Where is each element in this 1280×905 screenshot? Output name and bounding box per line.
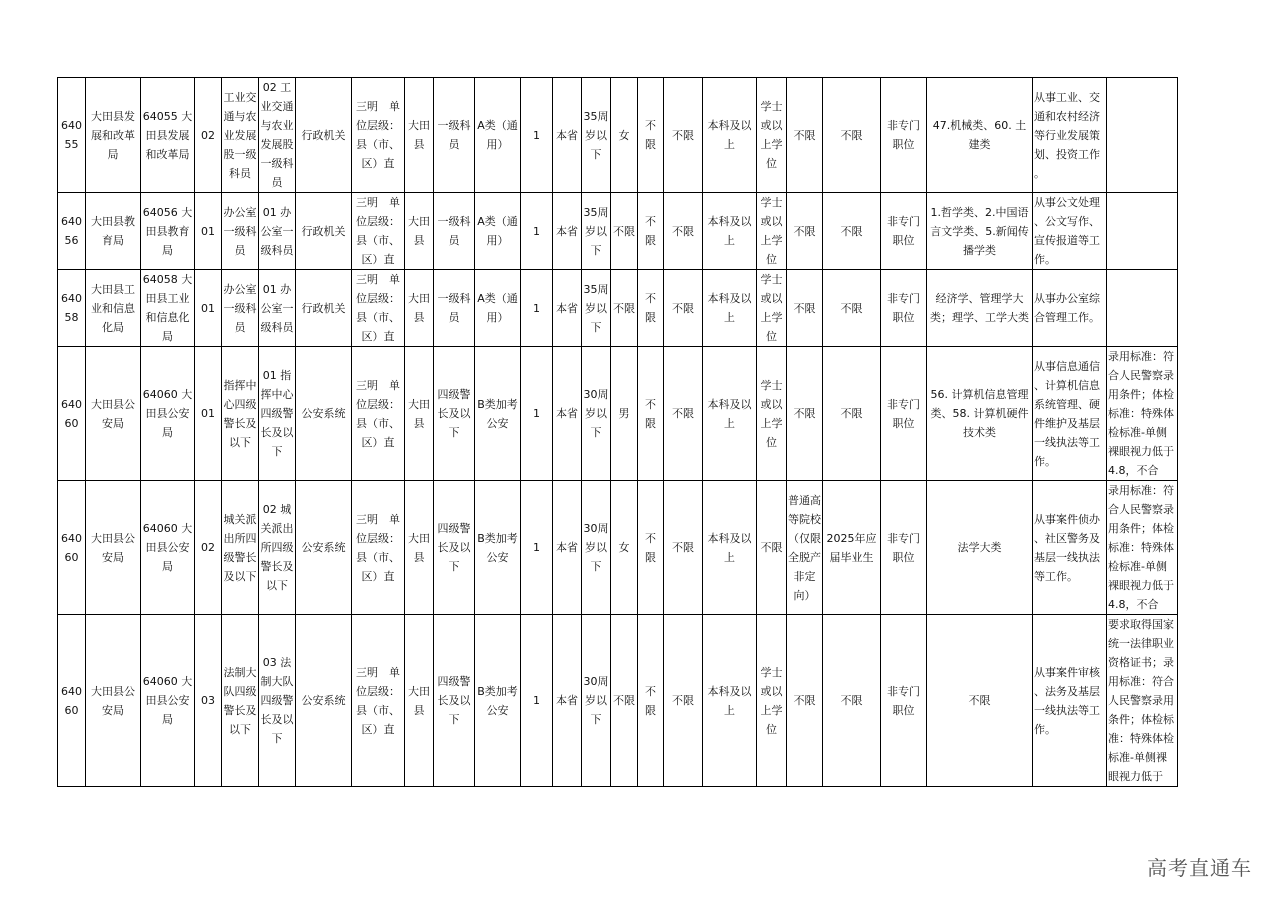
- cell-unit-level: 三明 单 位层级： 县（市、 区）直: [352, 270, 405, 347]
- cell-region: 大田 县: [405, 481, 434, 615]
- cell-department: 大田县公 安局: [86, 615, 141, 787]
- cell-region: 大田 县: [405, 615, 434, 787]
- cell-department: 大田县公 安局: [86, 347, 141, 481]
- cell-quota: 1: [521, 615, 553, 787]
- cell-work-experience: 不限: [664, 78, 703, 193]
- cell-exam-category: A类（通 用）: [475, 78, 521, 193]
- cell-degree: 学士 或以 上学 位: [757, 193, 787, 270]
- cell-duties: 从事办公室综 合管理工作。: [1033, 270, 1107, 347]
- cell-major: 1.哲学类、2.中国语 言文学类、5.新闻传 播学类: [927, 193, 1033, 270]
- cell-degree: 学士 或以 上学 位: [757, 78, 787, 193]
- cell-position-code-name: 01 办 公室一 级科员: [259, 270, 296, 347]
- cell-education: 本科及以 上: [703, 270, 757, 347]
- cell-gender: 不限: [611, 270, 638, 347]
- cell-school-type: 不限: [787, 193, 823, 270]
- cell-exam-category: A类（通 用）: [475, 270, 521, 347]
- cell-department: 大田县工 业和信息 化局: [86, 270, 141, 347]
- cell-rank: 四级警 长及以 下: [434, 481, 475, 615]
- cell-position-type: 非专门 职位: [881, 615, 927, 787]
- cell-graduate-type: 不限: [823, 270, 881, 347]
- cell-remarks: [1107, 78, 1178, 193]
- watermark: 高考直通车: [1147, 856, 1252, 880]
- cell-position-code: 640 55: [58, 78, 86, 193]
- table-row: [58, 347, 1178, 481]
- cell-position-code: 640 60: [58, 347, 86, 481]
- cell-unit-code: 64060 大 田县公安 局: [141, 347, 195, 481]
- cell-region: 大田 县: [405, 193, 434, 270]
- cell-position-seq: 02: [195, 481, 222, 615]
- table-row: [58, 78, 1178, 193]
- cell-duties: 从事信息通信 、计算机信息 系统管理、硬 件维护及基层 一线执法等工 作。: [1033, 347, 1107, 481]
- cell-unit-type: 行政机关: [296, 193, 352, 270]
- cell-unit-type: 行政机关: [296, 270, 352, 347]
- cell-rank: 一级科 员: [434, 193, 475, 270]
- cell-duties: 从事案件侦办 、社区警务及 基层一线执法 等工作。: [1033, 481, 1107, 615]
- cell-position-type: 非专门 职位: [881, 193, 927, 270]
- cell-graduate-type: 不限: [823, 347, 881, 481]
- cell-remarks: 要求取得国家 统一法律职业 资格证书；录 用标准：符合 人民警察录用 条件；体检标 准：特殊体检 标准-单侧裸 眼视力低于: [1107, 615, 1178, 787]
- cell-major: 47.机械类、60. 土 建类: [927, 78, 1033, 193]
- cell-gender: 不限: [611, 615, 638, 787]
- cell-graduate-type: 不限: [823, 193, 881, 270]
- cell-duties: 从事公文处理 、公文写作、 宣传报道等工 作。: [1033, 193, 1107, 270]
- cell-gender: 男: [611, 347, 638, 481]
- cell-position-name: 工业交 通与农 业发展 股一级 科员: [222, 78, 259, 193]
- cell-position-code: 640 60: [58, 615, 86, 787]
- cell-hukou: 本省: [553, 481, 582, 615]
- cell-position-code-name: 02 工 业交通 与农业 发展股 一级科 员: [259, 78, 296, 193]
- table-row: [58, 481, 1178, 615]
- cell-region: 大田 县: [405, 347, 434, 481]
- cell-exam-category: B类加考 公安: [475, 615, 521, 787]
- cell-major: 56. 计算机信息管理 类、58. 计算机硬件 技术类: [927, 347, 1033, 481]
- cell-unit-level: 三明 单 位层级： 县（市、 区）直: [352, 615, 405, 787]
- cell-education: 本科及以 上: [703, 347, 757, 481]
- cell-hukou: 本省: [553, 615, 582, 787]
- cell-position-code: 640 60: [58, 481, 86, 615]
- cell-unit-code: 64060 大 田县公安 局: [141, 615, 195, 787]
- cell-unit-code: 64058 大 田县工业 和信息化 局: [141, 270, 195, 347]
- cell-age: 30周 岁以 下: [582, 347, 611, 481]
- cell-unit-level: 三明 单 位层级： 县（市、 区）直: [352, 481, 405, 615]
- cell-position-seq: 01: [195, 270, 222, 347]
- cell-hukou: 本省: [553, 78, 582, 193]
- cell-unit-code: 64060 大 田县公安 局: [141, 481, 195, 615]
- cell-rank: 一级科 员: [434, 78, 475, 193]
- cell-education: 本科及以 上: [703, 615, 757, 787]
- cell-position-code-name: 02 城 关派出 所四级 警长及 以下: [259, 481, 296, 615]
- cell-degree: 学士 或以 上学 位: [757, 270, 787, 347]
- cell-exam-category: A类（通 用）: [475, 193, 521, 270]
- cell-remarks: [1107, 270, 1178, 347]
- cell-quota: 1: [521, 78, 553, 193]
- cell-unit-code: 64055 大 田县发展 和改革局: [141, 78, 195, 193]
- cell-quota: 1: [521, 193, 553, 270]
- cell-unit-type: 公安系统: [296, 481, 352, 615]
- cell-exam-category: B类加考 公安: [475, 481, 521, 615]
- cell-work-experience: 不限: [664, 481, 703, 615]
- cell-position-seq: 01: [195, 193, 222, 270]
- cell-position-seq: 02: [195, 78, 222, 193]
- cell-duties: 从事工业、交 通和农村经济 等行业发展策 划、投资工作 。: [1033, 78, 1107, 193]
- cell-position-type: 非专门 职位: [881, 347, 927, 481]
- cell-unit-level: 三明 单 位层级： 县（市、 区）直: [352, 347, 405, 481]
- cell-school-type: 不限: [787, 78, 823, 193]
- cell-rank: 一级科 员: [434, 270, 475, 347]
- cell-exam-category: B类加考 公安: [475, 347, 521, 481]
- cell-unit-code: 64056 大 田县教育 局: [141, 193, 195, 270]
- cell-position-name: 办公室 一级科 员: [222, 193, 259, 270]
- cell-hukou: 本省: [553, 193, 582, 270]
- recruitment-table: [57, 77, 1178, 787]
- cell-school-type: 不限: [787, 270, 823, 347]
- cell-position-name: 城关派 出所四 级警长 及以下: [222, 481, 259, 615]
- cell-political-status: 不 限: [638, 615, 664, 787]
- cell-education: 本科及以 上: [703, 78, 757, 193]
- cell-gender: 不限: [611, 193, 638, 270]
- cell-position-code-name: 03 法 制大队 四级警 长及以 下: [259, 615, 296, 787]
- cell-work-experience: 不限: [664, 347, 703, 481]
- cell-unit-type: 公安系统: [296, 347, 352, 481]
- cell-political-status: 不 限: [638, 481, 664, 615]
- cell-education: 本科及以 上: [703, 193, 757, 270]
- cell-work-experience: 不限: [664, 193, 703, 270]
- cell-hukou: 本省: [553, 347, 582, 481]
- cell-political-status: 不 限: [638, 347, 664, 481]
- cell-school-type: 不限: [787, 615, 823, 787]
- cell-age: 30周 岁以 下: [582, 615, 611, 787]
- cell-gender: 女: [611, 481, 638, 615]
- cell-region: 大田 县: [405, 78, 434, 193]
- cell-graduate-type: 2025年应 届毕业生: [823, 481, 881, 615]
- cell-quota: 1: [521, 270, 553, 347]
- cell-unit-type: 公安系统: [296, 615, 352, 787]
- cell-remarks: [1107, 193, 1178, 270]
- cell-department: 大田县教 育局: [86, 193, 141, 270]
- cell-position-code-name: 01 指 挥中心 四级警 长及以 下: [259, 347, 296, 481]
- cell-position-seq: 03: [195, 615, 222, 787]
- cell-major: 法学大类: [927, 481, 1033, 615]
- cell-position-name: 办公室 一级科 员: [222, 270, 259, 347]
- cell-department: 大田县公 安局: [86, 481, 141, 615]
- cell-department: 大田县发 展和改革 局: [86, 78, 141, 193]
- cell-unit-level: 三明 单 位层级： 县（市、 区）直: [352, 78, 405, 193]
- cell-position-type: 非专门 职位: [881, 270, 927, 347]
- cell-position-code-name: 01 办 公室一 级科员: [259, 193, 296, 270]
- cell-duties: 从事案件审核 、法务及基层 一线执法等工 作。: [1033, 615, 1107, 787]
- cell-hukou: 本省: [553, 270, 582, 347]
- cell-region: 大田 县: [405, 270, 434, 347]
- cell-position-code: 640 56: [58, 193, 86, 270]
- table-row: [58, 193, 1178, 270]
- cell-unit-type: 行政机关: [296, 78, 352, 193]
- cell-remarks: 录用标准：符 合人民警察录 用条件；体检 标准：特殊体 检标准-单侧 裸眼视力低于 4.8，不合: [1107, 481, 1178, 615]
- cell-political-status: 不 限: [638, 193, 664, 270]
- cell-remarks: 录用标准：符 合人民警察录 用条件；体检 标准：特殊体 检标准-单侧 裸眼视力低于 4.8，不合: [1107, 347, 1178, 481]
- table-row: [58, 270, 1178, 347]
- cell-age: 35周 岁以 下: [582, 270, 611, 347]
- cell-quota: 1: [521, 347, 553, 481]
- table-row: [58, 615, 1178, 787]
- cell-position-name: 法制大 队四级 警长及 以下: [222, 615, 259, 787]
- cell-graduate-type: 不限: [823, 615, 881, 787]
- cell-position-type: 非专门 职位: [881, 78, 927, 193]
- cell-work-experience: 不限: [664, 615, 703, 787]
- cell-age: 35周 岁以 下: [582, 193, 611, 270]
- cell-school-type: 普通高 等院校 （仅限 全脱产 非定 向）: [787, 481, 823, 615]
- cell-political-status: 不 限: [638, 270, 664, 347]
- cell-quota: 1: [521, 481, 553, 615]
- cell-position-name: 指挥中 心四级 警长及 以下: [222, 347, 259, 481]
- cell-degree: 学士 或以 上学 位: [757, 615, 787, 787]
- cell-education: 本科及以 上: [703, 481, 757, 615]
- cell-position-type: 非专门 职位: [881, 481, 927, 615]
- cell-position-seq: 01: [195, 347, 222, 481]
- cell-position-code: 640 58: [58, 270, 86, 347]
- cell-degree: 不限: [757, 481, 787, 615]
- cell-degree: 学士 或以 上学 位: [757, 347, 787, 481]
- cell-political-status: 不 限: [638, 78, 664, 193]
- cell-major: 不限: [927, 615, 1033, 787]
- cell-age: 30周 岁以 下: [582, 481, 611, 615]
- cell-rank: 四级警 长及以 下: [434, 615, 475, 787]
- cell-age: 35周 岁以 下: [582, 78, 611, 193]
- cell-gender: 女: [611, 78, 638, 193]
- cell-unit-level: 三明 单 位层级： 县（市、 区）直: [352, 193, 405, 270]
- cell-work-experience: 不限: [664, 270, 703, 347]
- cell-rank: 四级警 长及以 下: [434, 347, 475, 481]
- cell-school-type: 不限: [787, 347, 823, 481]
- cell-major: 经济学、管理学大 类；理学、工学大类: [927, 270, 1033, 347]
- cell-graduate-type: 不限: [823, 78, 881, 193]
